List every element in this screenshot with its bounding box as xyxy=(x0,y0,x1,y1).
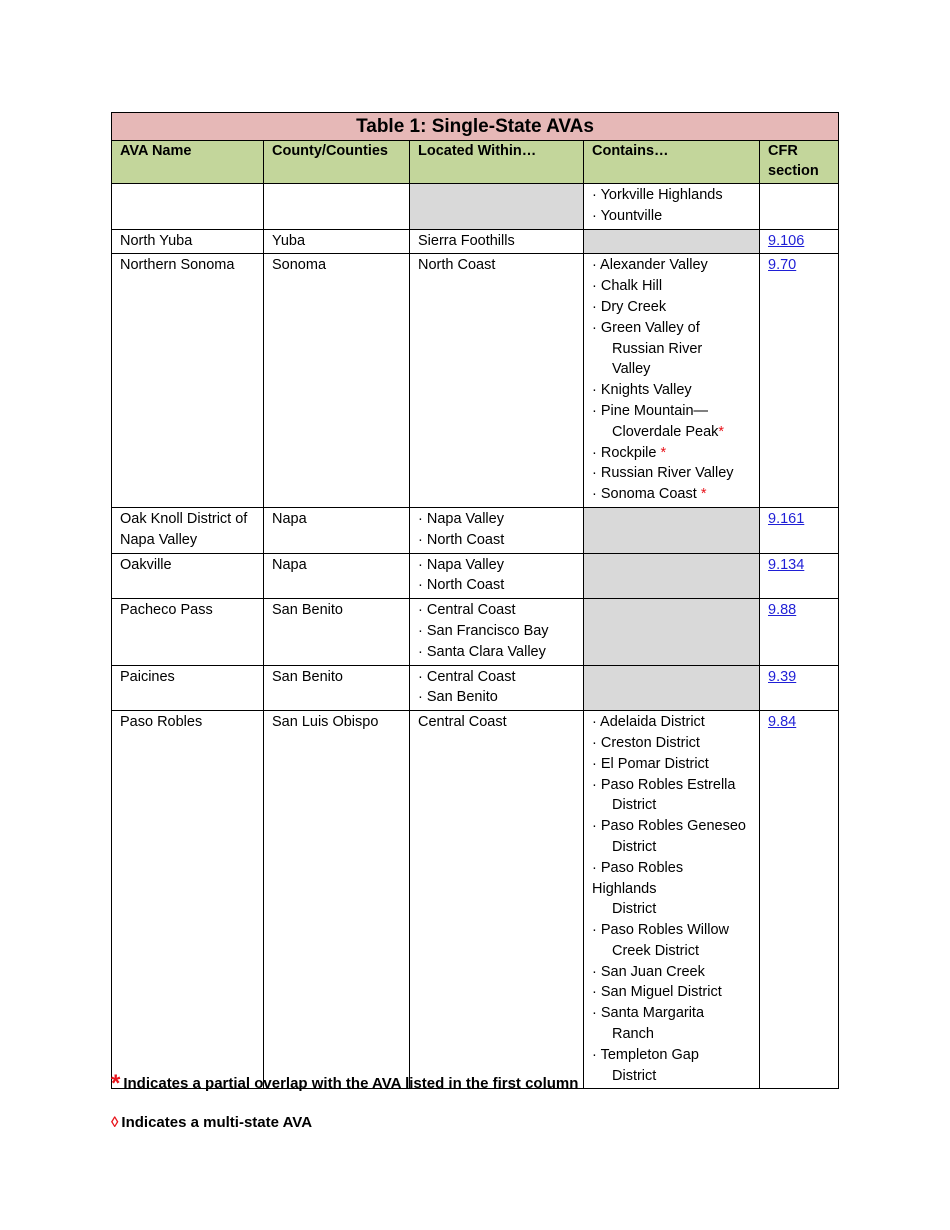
contains-item xyxy=(592,463,751,484)
cell-cfr-section xyxy=(760,711,839,1089)
cell-ava-name xyxy=(112,184,264,230)
cell-county: San Luis Obispo xyxy=(264,711,410,1089)
contains-item-line: Creek District xyxy=(612,942,700,959)
contains-item-line: · Alexander Valley xyxy=(592,257,708,274)
contains-item-line: District xyxy=(612,838,657,855)
contains-item-line: · Knights Valley xyxy=(592,382,692,399)
contains-item-line: District xyxy=(612,901,657,918)
cell-located-within xyxy=(410,599,584,665)
table-title: Table 1: Single-State AVAs xyxy=(112,113,839,141)
cell-cfr-section xyxy=(760,599,839,665)
contains-item-line: · Paso Robles xyxy=(592,859,684,876)
contains-item xyxy=(592,484,751,505)
cell-county: San Benito xyxy=(264,599,410,665)
contains-item-line: Ranch xyxy=(612,1026,654,1043)
contains-item-line: · Yountville xyxy=(592,207,663,224)
cell-located-within xyxy=(410,507,584,553)
contains-item xyxy=(592,775,751,817)
cell-cfr-section xyxy=(760,184,839,230)
partial-overlap-asterisk-icon: * xyxy=(700,486,707,503)
contains-item xyxy=(592,255,751,276)
cfr-section-link[interactable]: 9.134 xyxy=(768,556,805,573)
contains-item-line: District xyxy=(612,1067,657,1084)
contains-item xyxy=(592,401,751,443)
contains-item-line: · Templeton Gap xyxy=(592,1046,699,1063)
cell-located-within xyxy=(410,184,584,230)
cfr-section-link[interactable]: 9.161 xyxy=(768,510,805,527)
contains-item-line: · San Miguel District xyxy=(592,984,722,1001)
cell-county: Yuba xyxy=(264,229,410,254)
contains-item-line: · Santa Margarita xyxy=(592,1005,705,1022)
contains-item-line: District xyxy=(612,797,657,814)
contains-item-line: · Paso Robles Estrella xyxy=(592,776,736,793)
cell-ava-name: Pacheco Pass xyxy=(112,599,264,665)
contains-item-line: Cloverdale Peak* xyxy=(612,423,725,440)
contains-item xyxy=(592,754,751,775)
contains-item xyxy=(592,920,751,962)
contains-item-line: Highlands xyxy=(592,880,657,897)
contains-item-line: · Green Valley of xyxy=(592,319,700,336)
red-asterisk-icon: * xyxy=(111,1070,121,1097)
footnote-partial-text: Indicates a partial overlap with the AVA listed in the first column xyxy=(123,1075,579,1092)
header-cfr-section: CFR section xyxy=(760,141,839,184)
located-within-item: · Napa Valley xyxy=(418,556,504,573)
cfr-section-link[interactable]: 9.88 xyxy=(768,602,797,619)
partial-overlap-asterisk-icon: * xyxy=(718,423,725,440)
header-contains: Contains… xyxy=(584,141,760,184)
cell-contains xyxy=(584,599,760,665)
footnote-multistate-text: Indicates a multi-state AVA xyxy=(121,1114,313,1131)
cell-contains xyxy=(584,711,760,1089)
located-within-item: North Coast xyxy=(418,257,496,274)
located-within-item: · San Francisco Bay xyxy=(418,622,549,639)
cell-cfr-section xyxy=(760,507,839,553)
cell-located-within xyxy=(410,553,584,599)
cfr-section-link[interactable]: 9.84 xyxy=(768,714,797,731)
cell-county: San Benito xyxy=(264,665,410,711)
header-county: County/Counties xyxy=(264,141,410,184)
cell-ava-name: North Yuba xyxy=(112,229,264,254)
located-within-item: · Central Coast xyxy=(418,668,516,685)
located-within-item: · North Coast xyxy=(418,577,505,594)
contains-item xyxy=(592,276,751,297)
table-row xyxy=(112,665,839,711)
table-row xyxy=(112,711,839,1089)
cell-cfr-section xyxy=(760,254,839,508)
table-row xyxy=(112,599,839,665)
contains-item xyxy=(592,858,751,920)
located-within-item: Central Coast xyxy=(418,714,507,731)
cell-ava-name: Northern Sonoma xyxy=(112,254,264,508)
cfr-section-link[interactable]: 9.39 xyxy=(768,668,797,685)
table-row xyxy=(112,184,839,230)
cell-located-within xyxy=(410,711,584,1089)
contains-item-line: · Rockpile * xyxy=(592,444,667,461)
table-row xyxy=(112,553,839,599)
table-row xyxy=(112,507,839,553)
contains-item-line: · San Juan Creek xyxy=(592,963,705,980)
footnote-partial-overlap xyxy=(111,1070,578,1098)
contains-item-line: · Dry Creek xyxy=(592,298,667,315)
contains-item-line: · Pine Mountain— xyxy=(592,402,709,419)
cell-cfr-section xyxy=(760,553,839,599)
contains-item xyxy=(592,816,751,858)
cell-ava-name: Oakville xyxy=(112,553,264,599)
contains-item-line: · Chalk Hill xyxy=(592,278,663,295)
cell-contains xyxy=(584,553,760,599)
cell-located-within xyxy=(410,665,584,711)
header-ava-name: AVA Name xyxy=(112,141,264,184)
cell-county: Napa xyxy=(264,553,410,599)
contains-item xyxy=(592,318,751,380)
cell-contains xyxy=(584,665,760,711)
contains-item-line: · Creston District xyxy=(592,734,700,751)
contains-item xyxy=(592,185,751,206)
cell-contains xyxy=(584,507,760,553)
cell-cfr-section xyxy=(760,665,839,711)
contains-item xyxy=(592,443,751,464)
contains-item xyxy=(592,1003,751,1045)
cell-contains xyxy=(584,184,760,230)
contains-item-line: Russian River xyxy=(612,340,703,357)
cell-ava-name: Paicines xyxy=(112,665,264,711)
contains-item-line: Valley xyxy=(612,361,651,378)
red-diamond-icon: ◊ xyxy=(111,1114,119,1131)
ava-table xyxy=(111,112,839,1089)
located-within-item: · Santa Clara Valley xyxy=(418,643,546,660)
table-title-row xyxy=(112,113,839,141)
contains-item xyxy=(592,712,751,733)
footnote-multi-state xyxy=(111,1114,312,1131)
contains-item xyxy=(592,1045,751,1087)
contains-item xyxy=(592,982,751,1003)
contains-item xyxy=(592,297,751,318)
cell-county xyxy=(264,184,410,230)
located-within-item: · Central Coast xyxy=(418,602,516,619)
located-within-item: Sierra Foothills xyxy=(418,232,515,249)
table-header-row xyxy=(112,141,839,184)
cell-located-within xyxy=(410,254,584,508)
cfr-section-link[interactable]: 9.106 xyxy=(768,232,805,249)
header-located-within: Located Within… xyxy=(410,141,584,184)
located-within-item: · San Benito xyxy=(418,689,498,706)
contains-item-line: · Russian River Valley xyxy=(592,465,734,482)
cell-located-within xyxy=(410,229,584,254)
contains-item-line: · Paso Robles Willow xyxy=(592,922,729,939)
cell-contains xyxy=(584,229,760,254)
contains-item-line: · Yorkville Highlands xyxy=(592,187,723,203)
contains-item-line: · Sonoma Coast * xyxy=(592,486,707,503)
cell-ava-name: Oak Knoll District of Napa Valley xyxy=(112,507,264,553)
contains-item xyxy=(592,380,751,401)
contains-item xyxy=(592,206,751,227)
cell-county: Sonoma xyxy=(264,254,410,508)
contains-item xyxy=(592,733,751,754)
table-row xyxy=(112,229,839,254)
located-within-item: · Napa Valley xyxy=(418,510,504,527)
cell-cfr-section xyxy=(760,229,839,254)
table-row xyxy=(112,254,839,508)
cell-ava-name: Paso Robles xyxy=(112,711,264,1089)
cell-county: Napa xyxy=(264,507,410,553)
contains-item-line: · Paso Robles Geneseo xyxy=(592,818,746,835)
contains-item-line: · Adelaida District xyxy=(592,714,705,731)
partial-overlap-asterisk-icon: * xyxy=(660,444,667,461)
cell-contains xyxy=(584,254,760,508)
contains-item xyxy=(592,962,751,983)
located-within-item: · North Coast xyxy=(418,531,505,548)
contains-item-line: · El Pomar District xyxy=(592,755,709,772)
cfr-section-link[interactable]: 9.70 xyxy=(768,257,797,274)
table-body xyxy=(112,184,839,1089)
